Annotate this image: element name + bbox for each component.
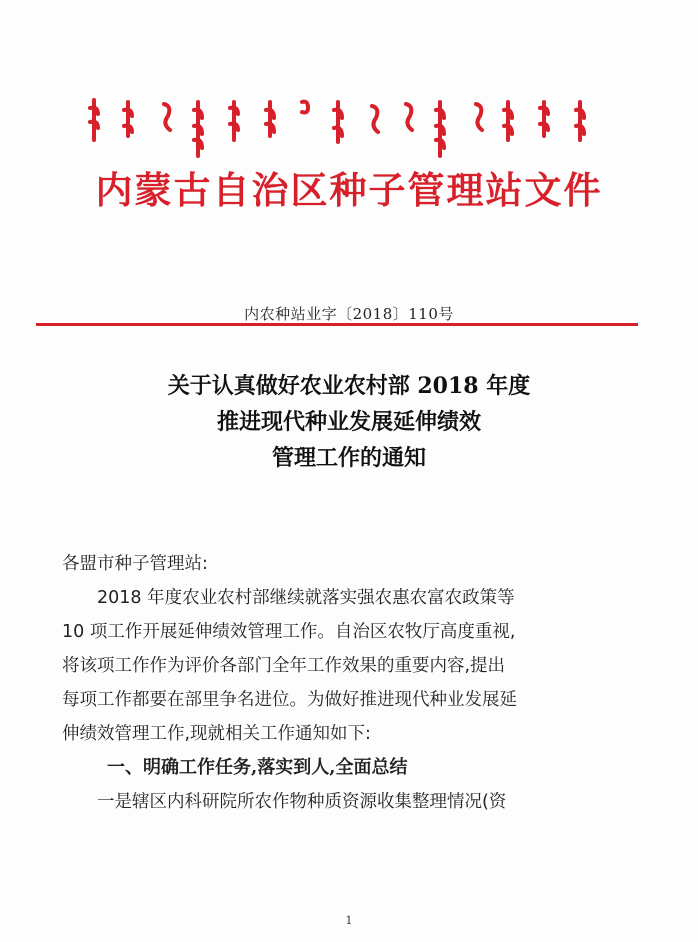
notice-title — [0, 368, 698, 476]
document-body — [62, 547, 642, 819]
red-divider-line — [36, 323, 638, 326]
paragraph-line: 2018 年度农业农村部继续就落实强农惠农富农政策等 — [97, 588, 515, 608]
notice-title-line: 推进现代种业发展延伸绩效 — [216, 409, 481, 435]
document-number: 内农种站业字〔2018〕110号 — [244, 305, 454, 323]
salutation: 各盟市种子管理站: — [62, 554, 208, 574]
paragraph-line: 将该项工作作为评价各部门全年工作效果的重要内容,提出 — [62, 656, 506, 676]
item-line: 一是辖区内科研院所农作物种质资源收集整理情况(资 — [97, 792, 507, 812]
issuing-authority-title: 内蒙古自治区种子管理站文件 — [95, 168, 603, 212]
section-heading: 一、明确工作任务,落实到人,全面总结 — [107, 757, 408, 778]
page-number: 1 — [345, 914, 353, 927]
notice-title-line: 管理工作的通知 — [271, 445, 426, 471]
notice-title-line: 关于认真做好农业农村部 2018 年度 — [167, 373, 531, 399]
paragraph-line: 10 项工作开展延伸绩效管理工作。自治区农牧厅高度重视, — [62, 622, 516, 642]
mongolian-script-heading — [88, 96, 608, 162]
paragraph-line: 每项工作都要在部里争名进位。为做好推进现代种业发展延 — [62, 690, 517, 710]
paragraph-line: 伸绩效管理工作,现就相关工作通知如下: — [62, 724, 371, 744]
